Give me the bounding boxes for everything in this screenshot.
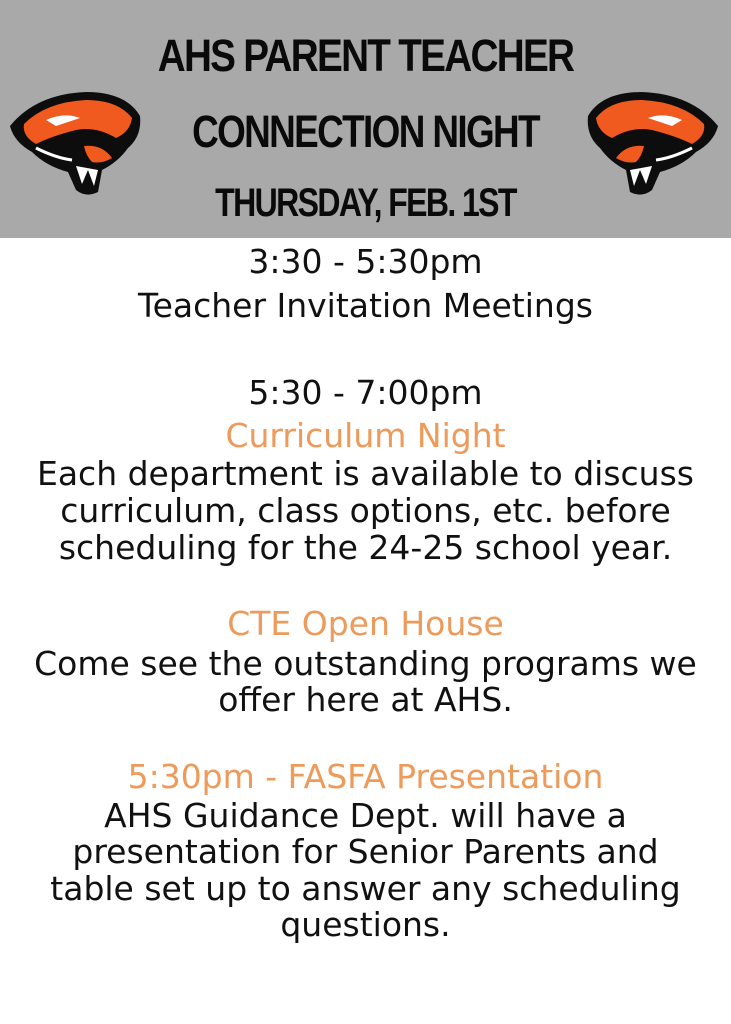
- block4-heading: 5:30pm - FASFA Presentation: [127, 757, 604, 796]
- block4-desc-line: questions.: [280, 905, 451, 944]
- block1-time: 3:30 - 5:30pm: [248, 242, 483, 281]
- panther-mascot-icon: [6, 86, 144, 204]
- block2-heading: Curriculum Night: [225, 416, 506, 455]
- header-banner: [0, 0, 731, 238]
- block1-title: Teacher Invitation Meetings: [138, 286, 593, 325]
- block3-desc-line: Come see the outstanding programs we: [34, 644, 697, 683]
- title-line-2: CONNECTION NIGHT: [192, 106, 539, 157]
- block4-desc-line: presentation for Senior Parents and: [72, 832, 659, 871]
- panther-mascot-icon: [584, 86, 722, 204]
- block4-desc-line: table set up to answer any scheduling: [50, 869, 681, 908]
- block2-desc-line: curriculum, class options, etc. before: [60, 491, 671, 530]
- block3-desc-line: offer here at AHS.: [218, 680, 513, 719]
- title-line-1: AHS PARENT TEACHER: [157, 30, 574, 81]
- block2-time: 5:30 - 7:00pm: [248, 373, 483, 412]
- block2-desc-line: scheduling for the 24-25 school year.: [58, 528, 673, 567]
- block2-desc-line: Each department is available to discuss: [36, 454, 694, 493]
- block4-desc-line: AHS Guidance Dept. will have a: [104, 796, 627, 835]
- event-date: THURSDAY, FEB. 1ST: [215, 181, 516, 225]
- block3-heading: CTE Open House: [227, 604, 504, 643]
